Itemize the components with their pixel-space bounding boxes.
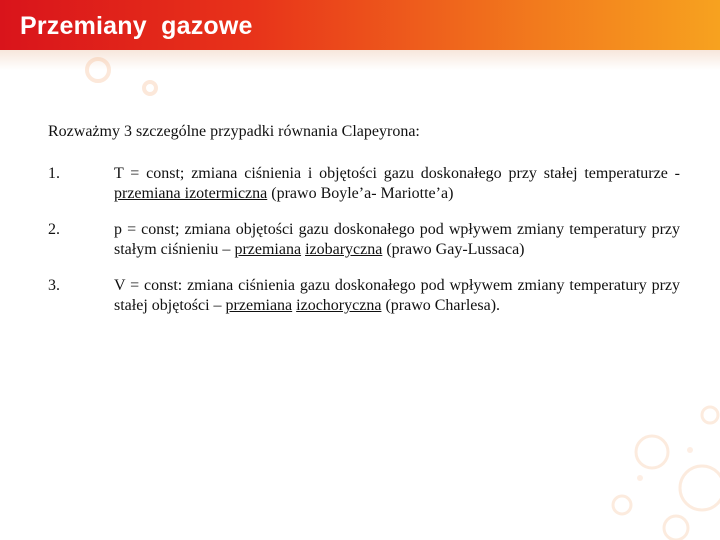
deco-dot-2 [687, 447, 693, 453]
intro-text: Rozważmy 3 szczególne przypadki równania Clapeyrona: [48, 123, 420, 140]
list-item-text [114, 276, 680, 316]
item-description: p = const; zmiana objętości gazu doskonałego pod wpływem zmiany temperatury przy stałym ciśnieniu – [114, 221, 680, 258]
list-item-1 [48, 164, 680, 204]
deco-circle-bottom-right-4 [664, 516, 688, 540]
list-number: 3. [48, 277, 60, 294]
law-reference: (prawo Charlesa). [381, 297, 501, 314]
list-number: 2. [48, 221, 60, 238]
deco-circle-bottom-right-5 [702, 407, 718, 423]
law-reference: (prawo Gay-Lussaca) [382, 241, 525, 258]
title-bar [0, 0, 720, 50]
title-bar-shadow [0, 50, 720, 70]
list-number: 1. [48, 165, 60, 182]
term-przemiana: przemiana [225, 297, 293, 314]
list-item-3 [48, 276, 680, 316]
item-description: V = const: zmiana ciśnienia gazu doskonałego pod wpływem zmiany temperatury przy stałej objętości – [114, 277, 680, 314]
term-isothermal: przemiana izotermiczna [114, 185, 268, 202]
deco-dot-1 [637, 475, 643, 481]
term-przemiana: przemiana [234, 241, 302, 258]
deco-circle-bottom-right-1 [636, 436, 668, 468]
slide-content [48, 122, 680, 332]
term-isobaric: izobaryczna [305, 241, 383, 258]
list-item-text [114, 220, 680, 260]
list-item-2 [48, 220, 680, 260]
term-isochoric: izochoryczna [296, 297, 382, 314]
list-item-text [114, 164, 680, 204]
item-description: T = const; zmiana ciśnienia i objętości gazu doskonałego przy stałej temperaturze - [114, 165, 680, 182]
law-reference: (prawo Boyle’a- Mariotte’a) [267, 185, 454, 202]
deco-circle-top-left-small [144, 82, 156, 94]
deco-circle-bottom-right-3 [613, 496, 631, 514]
slide-title: Przemiany gazowe [20, 12, 253, 40]
deco-circle-bottom-right-2 [680, 466, 720, 510]
